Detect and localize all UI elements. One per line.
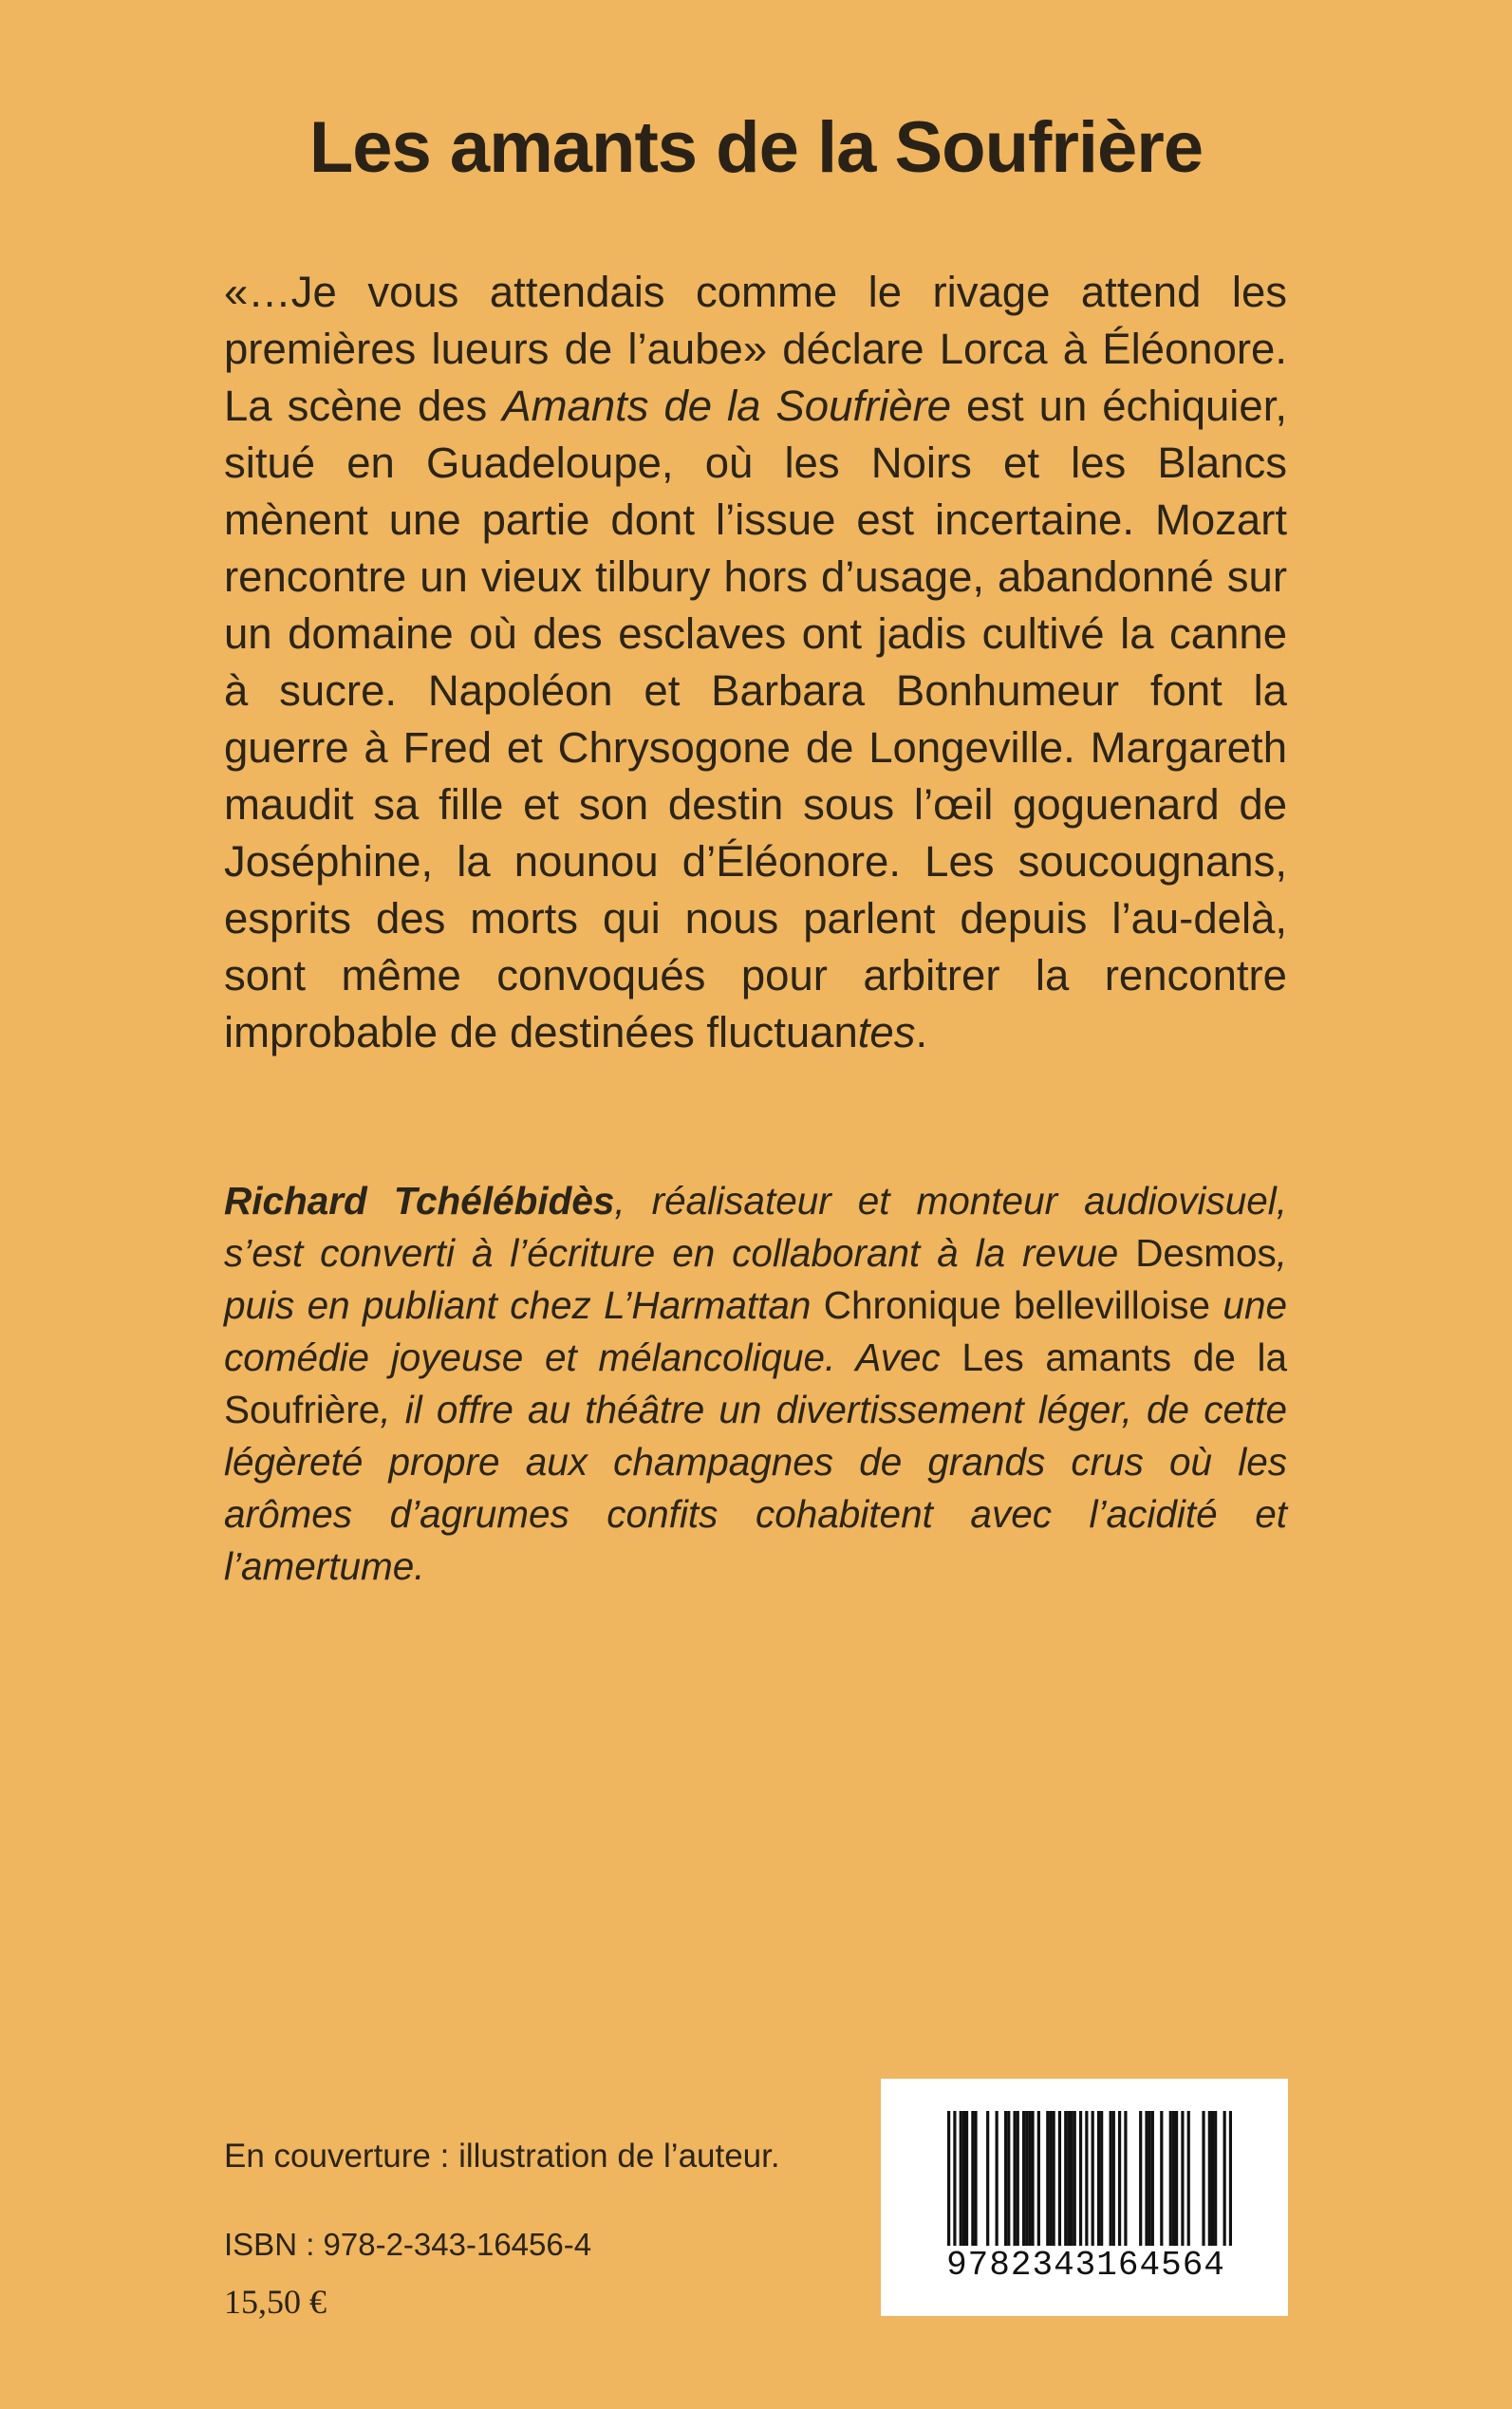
- barcode-bar: [1148, 2111, 1151, 2246]
- barcode-bar: [1067, 2111, 1070, 2246]
- blurb-paragraph: [224, 264, 1287, 1061]
- barcode-bar: [953, 2111, 956, 2246]
- price: 15,50 €: [224, 2283, 327, 2321]
- barcode-bar: [1064, 2111, 1067, 2246]
- barcode-bar: [960, 2111, 962, 2246]
- barcode-bar: [1181, 2111, 1184, 2246]
- blurb-text-italic-tail: tes: [857, 1008, 916, 1056]
- blurb-text-2: est un échiquier, situé en Guadeloupe, où les Noirs et les Blancs mènent une partie dont l’issue est incertaine. Mozart rencontre un vieux tilbury hors d’usage, abandonné sur un domaine où des esclaves ont jadis cultivé la canne à sucre. Napoléon et Barbara Bonhumeur font la guerre à Fred et Chrysogone de Longeville. Margareth maudit sa fille et son destin sous l’œil goguenard de Joséphine, la nounou d’Éléonore. Les soucougnans, esprits des morts qui nous parlent depuis l’au-delà, sont même convoqués pour arbitrer la rencontre improbable de destinées fluctuan: [224, 382, 1287, 1056]
- book-title: Les amants de la Soufrière: [308, 107, 1204, 188]
- barcode-bar: [1053, 2111, 1055, 2246]
- barcode-bar: [1085, 2111, 1088, 2246]
- barcode-bar: [1110, 2111, 1112, 2246]
- barcode-bar: [971, 2111, 974, 2246]
- barcode-bar: [1046, 2111, 1049, 2246]
- barcode-bar: [1208, 2111, 1211, 2246]
- barcode-bar: [965, 2111, 968, 2246]
- barcode-bar: [986, 2111, 989, 2246]
- blurb-text-1: «…Je vous attendais comme le rivage attend les premières lueurs de l’aube» déclare Lorca à Éléonore. La scène des: [224, 268, 1287, 430]
- barcode-bar: [1214, 2111, 1217, 2246]
- barcode-bar: [1025, 2111, 1028, 2246]
- barcode-bar: [1160, 2111, 1163, 2246]
- barcode-bar: [1139, 2111, 1142, 2246]
- barcode-icon: [947, 2111, 1232, 2246]
- barcode-bar: [1202, 2111, 1204, 2246]
- barcode-bar: [1097, 2111, 1100, 2246]
- bio-text-2: , puis en publiant chez L’Harmattan: [224, 1231, 1287, 1327]
- barcode-bar: [1100, 2111, 1103, 2246]
- barcode-bar: [1172, 2111, 1175, 2246]
- barcode-bar: [1092, 2111, 1094, 2246]
- barcode-digits: 9782343164564: [946, 2246, 1225, 2285]
- author-bio: [224, 1175, 1287, 1593]
- barcode-bar: [1118, 2111, 1121, 2246]
- barcode-bar: [1049, 2111, 1052, 2246]
- bio-book-title: Les amants de la Soufrière: [224, 1335, 1288, 1431]
- barcode-bar: [1058, 2111, 1061, 2246]
- cover-credit: En couverture : illustration de l’auteur.: [224, 2138, 780, 2175]
- bio-journal-title: Desmos: [1135, 1231, 1277, 1275]
- barcode-bar: [1070, 2111, 1073, 2246]
- barcode-bar: [996, 2111, 999, 2246]
- barcode-bar: [1079, 2111, 1082, 2246]
- barcode-bar: [1073, 2111, 1076, 2246]
- barcode-bar: [1031, 2111, 1034, 2246]
- blurb-play-title: Amants de la Soufrière: [502, 382, 952, 430]
- barcode-bar: [1007, 2111, 1010, 2246]
- barcode-bar: [1037, 2111, 1040, 2246]
- barcode-bar: [1112, 2111, 1115, 2246]
- bio-text-1: , réalisateur et monteur audiovisuel, s’est converti à l’écriture en collaborant à la revue: [224, 1179, 1287, 1275]
- barcode-bar: [1187, 2111, 1190, 2246]
- author-name: Richard Tchélébidès: [224, 1179, 615, 1223]
- barcode-bar: [1229, 2111, 1232, 2246]
- barcode-bar: [1151, 2111, 1154, 2246]
- barcode-bar: [1223, 2111, 1226, 2246]
- barcode-panel: [881, 2079, 1288, 2316]
- barcode-bar: [974, 2111, 977, 2246]
- barcode-bar: [1124, 2111, 1127, 2246]
- barcode-bar: [1175, 2111, 1178, 2246]
- barcode-bar: [1169, 2111, 1172, 2246]
- barcode-bar: [1004, 2111, 1007, 2246]
- blurb-text-3: .: [915, 1008, 928, 1056]
- bio-previous-book-title: Chronique bellevilloise: [823, 1283, 1211, 1327]
- barcode-bar: [947, 2111, 950, 2246]
- barcode-bar: [1145, 2111, 1148, 2246]
- barcode-bar: [1017, 2111, 1019, 2246]
- bio-text-4: , il offre au théâtre un divertissement léger, de cette légèreté propre aux champagnes de grands crus où les arômes d’agrumes confits cohabitent avec l’acidité et l’amertume.: [224, 1388, 1287, 1588]
- bio-text-3: une comédie joyeuse et mélancolique. Avec: [224, 1283, 1287, 1379]
- isbn: ISBN : 978-2-343-16456-4: [224, 2227, 592, 2262]
- barcode-bar: [1022, 2111, 1025, 2246]
- barcode-bar: [1028, 2111, 1031, 2246]
- barcode-bar: [1013, 2111, 1016, 2246]
- barcode-bar: [962, 2111, 965, 2246]
- barcode-bar: [1211, 2111, 1214, 2246]
